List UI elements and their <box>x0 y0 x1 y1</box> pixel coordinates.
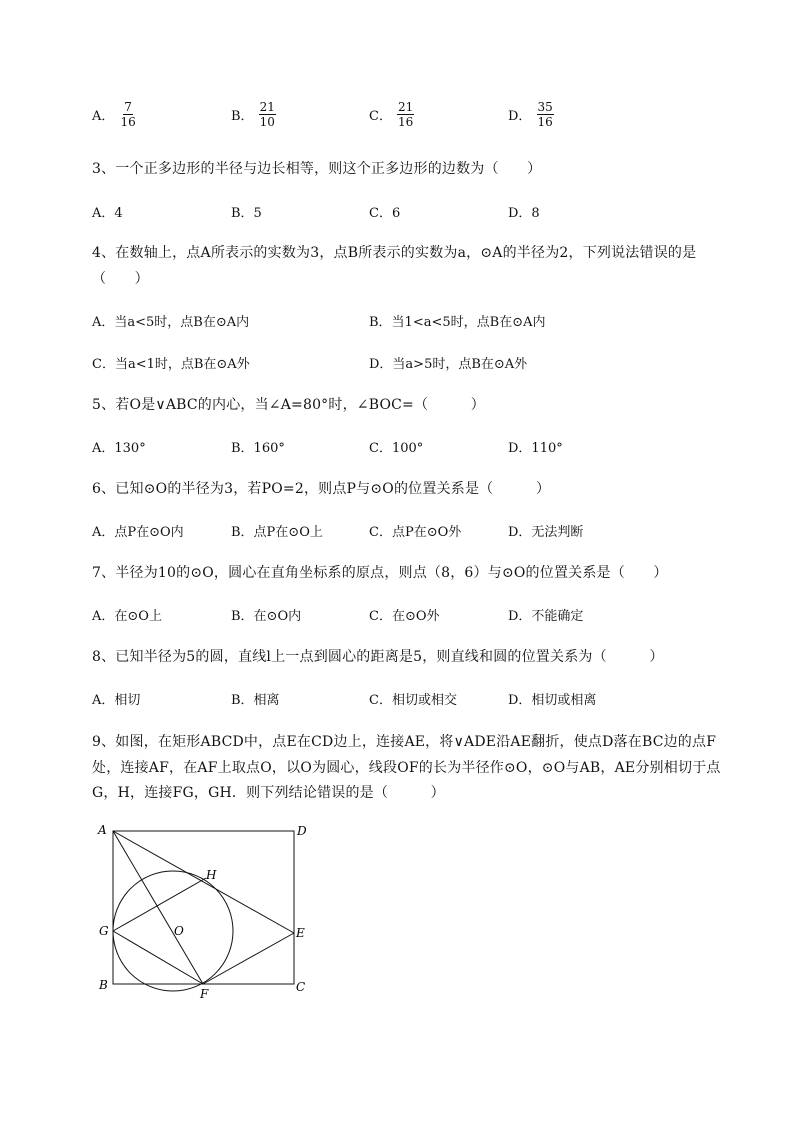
fraction <box>119 100 136 129</box>
segment-af <box>113 831 203 984</box>
q7-option-a: A．在⊙O上 <box>92 609 162 624</box>
q9-stem-line3: G，H，连接FG，GH．则下列结论错误的是（ ） <box>92 785 445 801</box>
segment-gf <box>113 931 203 984</box>
denominator: 16 <box>120 115 136 129</box>
fraction <box>537 100 554 129</box>
label-b: B <box>99 978 108 992</box>
fraction <box>397 100 414 129</box>
q3-stem: 3、一个正多边形的半径与边长相等，则这个正多边形的边数为（ ） <box>92 161 542 177</box>
option-letter: B． <box>231 109 254 124</box>
q3-option-b: B．5 <box>231 206 262 221</box>
q4-stem-line1: 4、在数轴上，点A所表示的实数为3，点B所表示的实数为a，⊙A的半径为2，下列说法错误的是 <box>92 245 697 261</box>
q4-option-d: D．当a>5时，点B在⊙A外 <box>369 357 528 372</box>
label-f: F <box>200 987 209 1001</box>
denominator: 16 <box>537 115 553 129</box>
q5-option-a: A．130° <box>92 441 146 456</box>
q2-option-a <box>92 100 137 129</box>
q7-option-b: B．在⊙O内 <box>231 609 302 624</box>
numerator: 35 <box>537 100 553 114</box>
q4-stem-line2: （ ） <box>92 271 149 287</box>
q3-option-c: C．6 <box>369 206 401 221</box>
q6-option-b: B．点P在⊙O上 <box>231 525 323 540</box>
q2-option-b <box>231 100 276 129</box>
q4-option-c: C．当a<1时，点B在⊙A外 <box>92 357 250 372</box>
q7-option-d: D．不能确定 <box>508 609 584 624</box>
numerator: 21 <box>398 100 414 114</box>
q7-option-c: C．在⊙O外 <box>369 609 440 624</box>
denominator: 16 <box>398 115 414 129</box>
segment-gh <box>113 878 206 931</box>
label-c: C <box>296 980 306 994</box>
segment-fe <box>203 933 294 984</box>
segment-ae <box>113 831 294 933</box>
label-d: D <box>297 824 307 838</box>
q7-stem: 7、半径为10的⊙O，圆心在直角坐标系的原点，则点（8，6）与⊙O的位置关系是（ ） <box>92 565 668 581</box>
numerator: 7 <box>124 100 132 114</box>
q4-option-b: B．当1<a<5时，点B在⊙A内 <box>369 315 546 330</box>
q8-stem: 8、已知半径为5的圆，直线l上一点到圆心的距离是5，则直线和圆的位置关系为（ ） <box>92 649 664 665</box>
q4-option-a: A．当a<5时，点B在⊙A内 <box>92 315 250 330</box>
option-letter: C． <box>369 109 392 124</box>
q5-stem: 5、若O是∨ABC的内心，当∠A=80°时，∠BOC=（ ） <box>92 397 485 413</box>
numerator: 21 <box>259 100 275 114</box>
label-g: G <box>99 924 109 938</box>
q3-option-d: D．8 <box>508 206 540 221</box>
label-h: H <box>206 868 217 882</box>
denominator: 10 <box>259 115 275 129</box>
label-o: O <box>174 924 184 938</box>
q2-option-c <box>369 100 414 129</box>
label-e: E <box>296 926 305 940</box>
q8-option-a: A．相切 <box>92 693 141 708</box>
option-letter: A． <box>92 109 115 124</box>
q6-option-a: A．点P在⊙O内 <box>92 525 184 540</box>
q8-option-c: C．相切或相交 <box>369 693 457 708</box>
q5-option-d: D．110° <box>508 441 563 456</box>
q9-stem-line1: 9、如图，在矩形ABCD中，点E在CD边上，连接AE，将∨ADE沿AE翻折，使点D落在BC边的点F <box>92 734 717 750</box>
q6-option-d: D．无法判断 <box>508 525 584 540</box>
q5-option-c: C．100° <box>369 441 424 456</box>
q3-option-a: A．4 <box>92 206 123 221</box>
q9-stem-line2: 处，连接AF，在AF上取点O，以O为圆心，线段OF的长为半径作⊙O，⊙O与AB，AE分别相切于点 <box>92 760 721 776</box>
geometry-figure <box>90 818 320 1008</box>
q2-options <box>92 100 692 136</box>
q8-option-d: D．相切或相离 <box>508 693 597 708</box>
label-a: A <box>98 823 107 837</box>
fraction <box>259 100 276 129</box>
rectangle-abcd <box>113 831 294 984</box>
option-letter: D． <box>508 109 532 124</box>
q2-option-d <box>508 100 554 129</box>
q8-option-b: B．相离 <box>231 693 280 708</box>
q5-option-b: B．160° <box>231 441 285 456</box>
q6-option-c: C．点P在⊙O外 <box>369 525 462 540</box>
q6-stem: 6、已知⊙O的半径为3，若PO=2，则点P与⊙O的位置关系是（ ） <box>92 481 551 497</box>
